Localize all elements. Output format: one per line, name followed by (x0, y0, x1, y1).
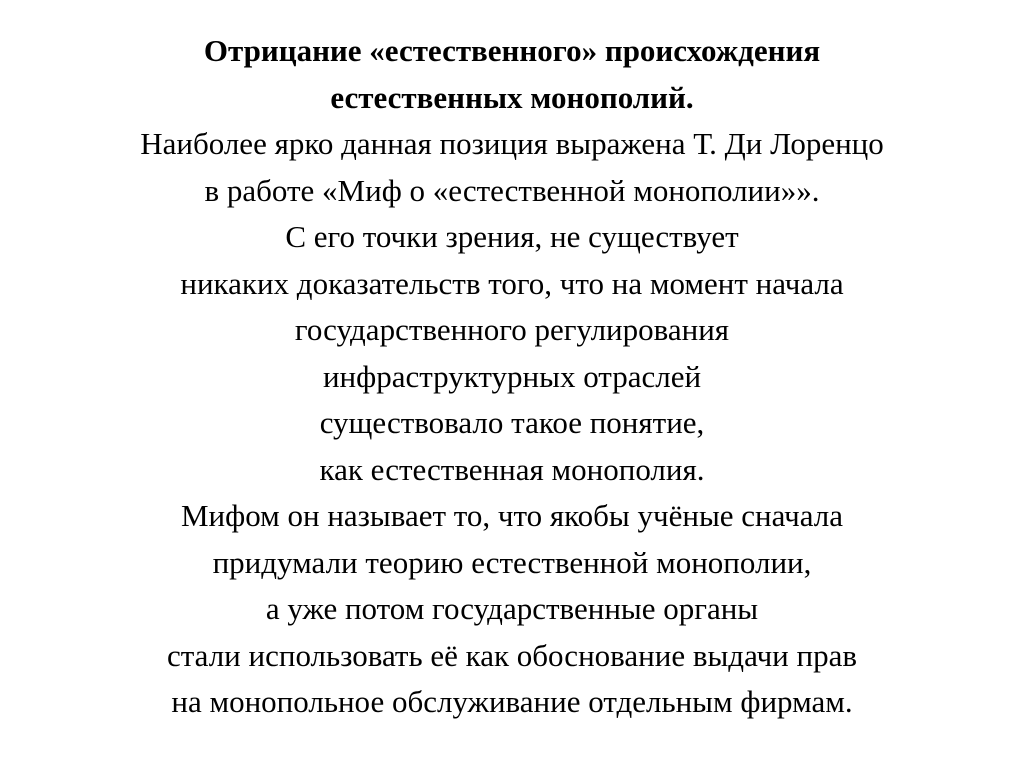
body-line-8: как естественная монополия. (319, 451, 705, 487)
body-line-6: инфраструктурных отраслей (322, 358, 702, 394)
slide-title-line-2: естественных монополий. (330, 79, 694, 115)
body-line-10: придумали теорию естественной монополии, (212, 544, 812, 580)
body-line-3: С его точки зрения, не существует (285, 219, 739, 254)
body-line-11: а уже потом государственные органы (265, 591, 759, 626)
slide-text (20, 28, 1004, 726)
body-line-4: никаких доказательств того, что на момент начала (180, 265, 844, 301)
body-line-7: существовало такое понятие, (319, 405, 705, 440)
body-line-5: государственного регулирования (294, 312, 730, 347)
body-line-2: в работе «Миф о «естественной монополии»». (204, 172, 820, 208)
body-line-9: Мифом он называет то, что якобы учёные сначала (180, 498, 844, 533)
body-line-13: на монопольное обслуживание отдельным фирмам. (171, 684, 853, 719)
body-line-1: Наиболее ярко данная позиция выражена Т. Ди Лоренцо (140, 126, 884, 161)
slide-title-line-1: Отрицание «естественного» происхождения (203, 33, 821, 68)
body-line-12: стали использовать её как обоснование выдачи прав (166, 637, 858, 673)
